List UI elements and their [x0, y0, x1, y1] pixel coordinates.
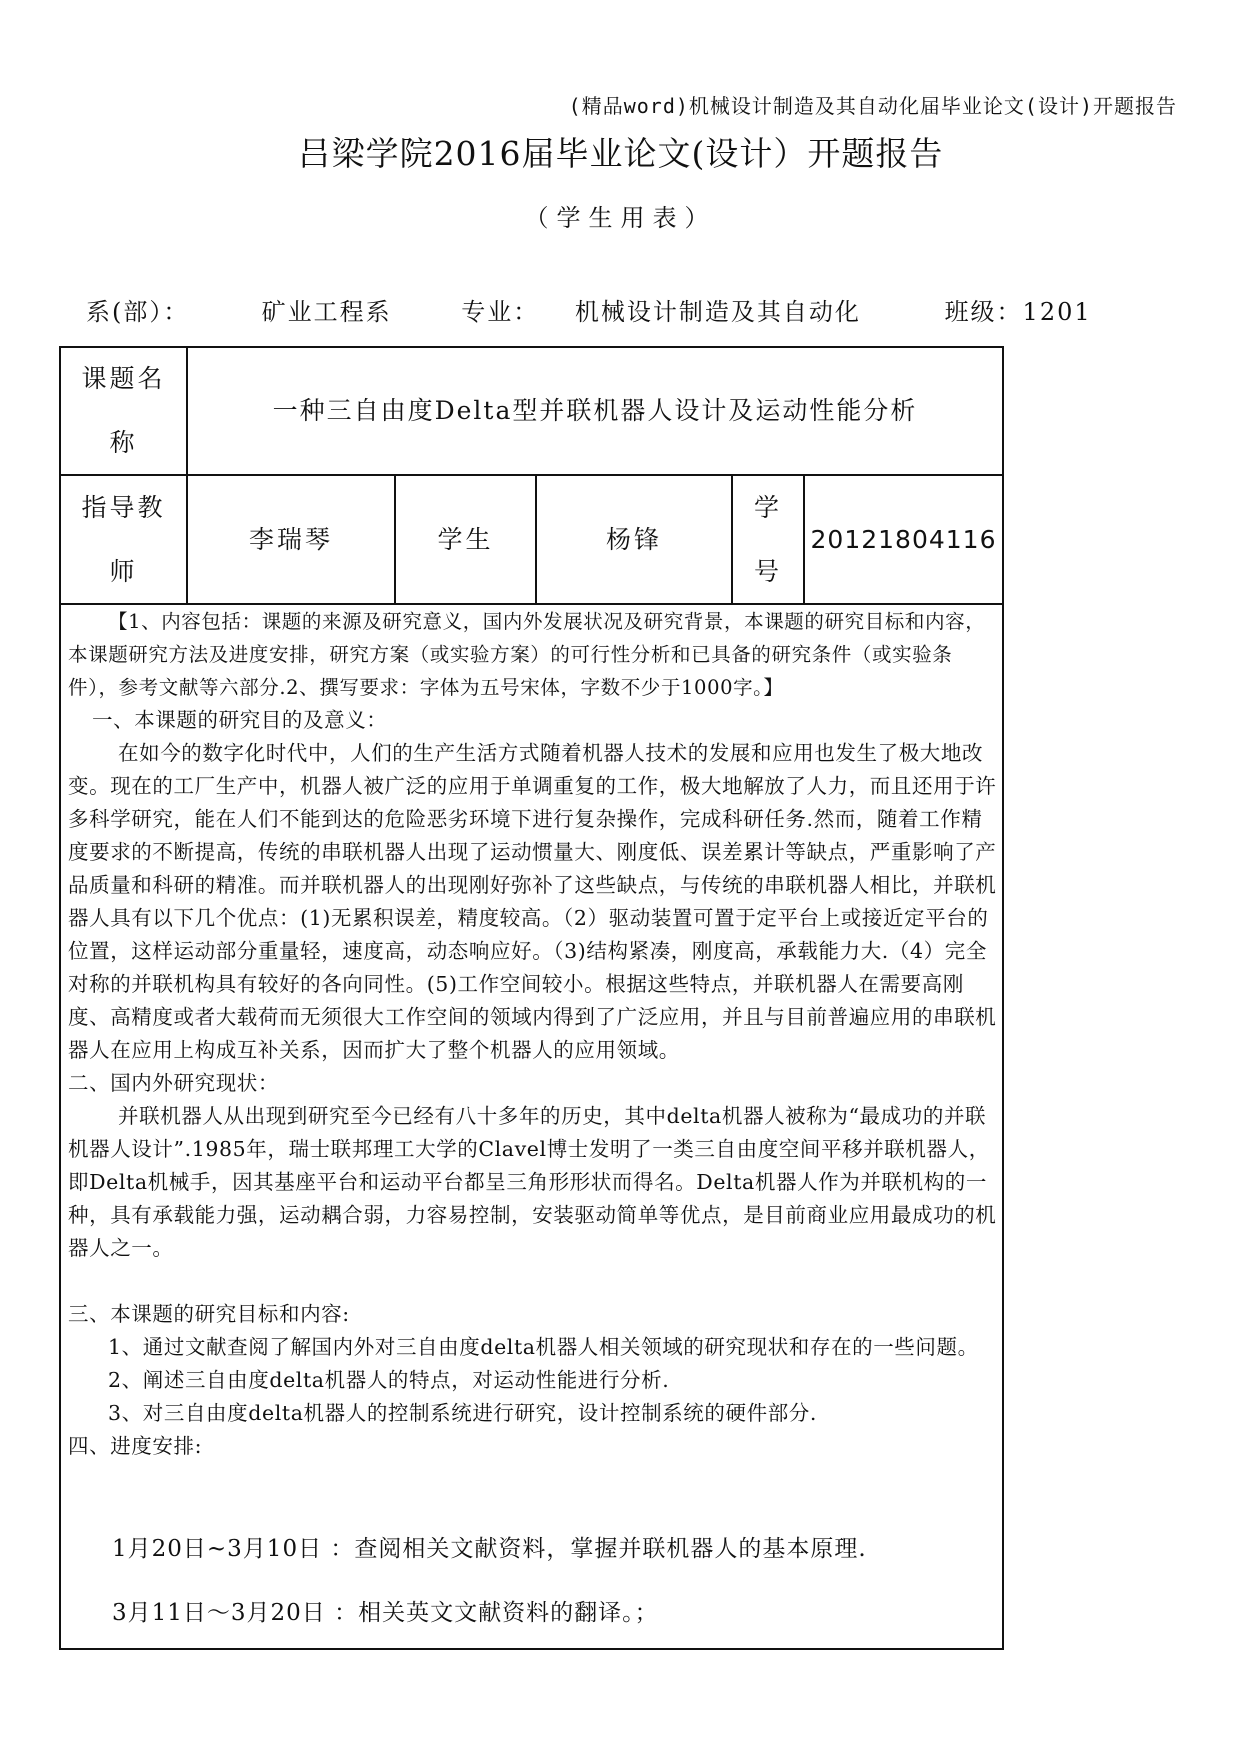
- info-line: [86, 292, 1092, 327]
- student-id-label: [733, 476, 803, 603]
- major-label: 专业：: [461, 298, 540, 326]
- page-title: 吕梁学院2016届毕业论文(设计）开题报告: [297, 134, 944, 173]
- proposal-content: [68, 605, 998, 1463]
- section-2-body: 并联机器人从出现到研究至今已经有八十多年的历史，其中delta机器人被称为“最成功的并联机器人设计”.1985年，瑞士联邦理工大学的Clavel博士发明了一类三自由度空间平移并联机器人，即Delta机械手，因其基座平台和运动平台都呈三角形形状而得名。Delta机器人作为并联机构的一种，具有承载能力强，运动耦合弱，力容易控制，安装驱动简单等优点，是目前商业应用最成功的机器人之一。: [68, 1104, 997, 1260]
- advisor-value: 李瑞琴: [248, 524, 333, 554]
- advisor-label-line2: 师: [109, 556, 138, 586]
- section-3-item-3: 3、对三自由度delta机器人的控制系统进行研究，设计控制系统的硬件部分.: [108, 1401, 818, 1425]
- student-id-label-line1: 学: [753, 492, 782, 522]
- section-1-heading: 一、本课题的研究目的及意义：: [92, 708, 388, 732]
- topic-label-line1: 课题名: [81, 364, 166, 393]
- section-3-item-2: 2、阐述三自由度delta机器人的特点，对运动性能进行分析.: [108, 1368, 670, 1392]
- schedule-item-1: 1月20日~3月10日 ：查阅相关文献资料，掌握并联机器人的基本原理.: [112, 1536, 867, 1562]
- student-value: 杨锋: [605, 524, 662, 554]
- header-note: (精品word)机械设计制造及其自动化届毕业论文(设计)开题报告: [568, 94, 1177, 118]
- schedule-item-2: 3月11日～3月20日 ：相关英文文献资料的翻译。；: [112, 1600, 659, 1626]
- section-4-heading: 四、进度安排:: [68, 1434, 203, 1458]
- advisor-label: [61, 476, 186, 603]
- advisor-label-line1: 指导教: [81, 492, 166, 522]
- requirements-note: 【1、内容包括：课题的来源及研究意义，国内外发展状况及研究背景，本课题的研究目标和内容，本课题研究方法及进度安排，研究方案（或实验方案）的可行性分析和已具备的研究条件（或实验条件），参考文献等六部分.2、撰写要求：字体为五号宋体，字数不少于1000字。】: [68, 610, 986, 699]
- class-info: 班级：1201: [944, 298, 1092, 326]
- dept-label: 系(部）：: [86, 298, 190, 326]
- topic-label: [61, 348, 186, 474]
- student-id-value: 20121804116: [810, 524, 997, 554]
- student-label: 学生: [437, 524, 494, 554]
- page-subtitle: （学生用表）: [524, 204, 717, 232]
- dept-value: 矿业工程系: [261, 298, 392, 326]
- section-1-body: 在如今的数字化时代中，人们的生产生活方式随着机器人技术的发展和应用也发生了极大地改变。现在的工厂生产中，机器人被广泛的应用于单调重复的工作，极大地解放了人力，而且还用于许多科学研究，能在人们不能到达的危险恶劣环境下进行复杂操作，完成科研任务.然而，随着工作精度要求的不断提高，传统的串联机器人出现了运动惯量大、刚度低、误差累计等缺点，严重影响了产品质量和科研的精准。而并联机器人的出现刚好弥补了这些缺点，与传统的串联机器人相比，并联机器人具有以下几个优点：(1)无累积误差，精度较高。（2）驱动装置可置于定平台上或接近定平台的位置，这样运动部分重量轻，速度高，动态响应好。（3)结构紧凑，刚度高，承载能力大.（4）完全对称的并联机构具有较好的各向同性。(5)工作空间较小。根据这些特点，并联机器人在需要高刚度、高精度或者大载荷而无须很大工作空间的领域内得到了广泛应用，并且与目前普遍应用的串联机器人在应用上构成互补关系，因而扩大了整个机器人的应用领域。: [68, 741, 997, 1062]
- major-value: 机械设计制造及其自动化: [574, 298, 861, 326]
- student-id-label-line2: 号: [753, 556, 782, 586]
- blank-line: [68, 1265, 998, 1298]
- topic-label-line2: 称: [109, 428, 138, 457]
- section-3-item-1: 1、通过文献查阅了解国内外对三自由度delta机器人相关领域的研究现状和存在的一些问题。: [108, 1335, 979, 1359]
- section-2-heading: 二、国内外研究现状：: [68, 1071, 279, 1095]
- topic-value: 一种三自由度Delta型并联机器人设计及运动性能分析: [272, 396, 918, 425]
- section-3-heading: 三、本课题的研究目标和内容:: [68, 1302, 350, 1326]
